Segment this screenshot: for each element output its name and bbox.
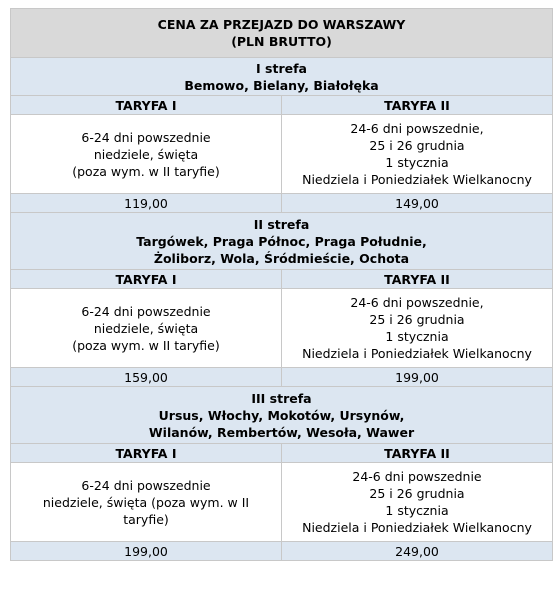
tariff1-price: 199,00 bbox=[11, 542, 282, 561]
tariff1-desc-line: (poza wym. w II taryfie) bbox=[72, 163, 220, 179]
zone-header-1 bbox=[11, 58, 553, 96]
tariff-label-row bbox=[11, 270, 553, 289]
table-title bbox=[11, 9, 553, 58]
tariff2-desc-line: Niedziela i Poniedziałek Wielkanocny bbox=[302, 520, 532, 535]
zone-header-row bbox=[11, 213, 553, 270]
tariff1-desc-line: niedziele, święta bbox=[93, 320, 199, 336]
tariff1-desc-line: taryfie) bbox=[123, 511, 169, 527]
price-table bbox=[10, 8, 553, 561]
tariff-desc-row bbox=[11, 115, 553, 194]
zone-districts: Targówek, Praga Północ, Praga Południe, bbox=[136, 233, 427, 249]
tariff2-desc-line: 24-6 dni powszednie, bbox=[350, 295, 484, 310]
tariff2-desc-line: 1 stycznia bbox=[385, 329, 449, 344]
tariff-desc-row bbox=[11, 289, 553, 368]
zone-districts: Ursus, Włochy, Mokotów, Ursynów, bbox=[158, 407, 405, 423]
zone-name: I strefa bbox=[256, 60, 307, 76]
tariff2-desc-line: Niedziela i Poniedziałek Wielkanocny bbox=[302, 172, 532, 187]
zone-header-row bbox=[11, 387, 553, 444]
tariff2-desc-line: Niedziela i Poniedziałek Wielkanocny bbox=[302, 346, 532, 361]
tariff-desc-row bbox=[11, 463, 553, 542]
table-title-line2: (PLN BRUTTO) bbox=[231, 34, 332, 49]
tariff1-desc-line: 6-24 dni powszednie bbox=[81, 129, 211, 145]
zone-districts: Bemowo, Bielany, Białołęka bbox=[184, 77, 379, 93]
tariff2-desc-line: 24-6 dni powszednie, bbox=[350, 121, 484, 136]
price-row bbox=[11, 194, 553, 213]
tariff2-price: 149,00 bbox=[282, 194, 553, 213]
zone-districts: Wilanów, Rembertów, Wesoła, Wawer bbox=[148, 424, 415, 440]
price-row bbox=[11, 542, 553, 561]
tariff1-desc bbox=[11, 463, 282, 542]
tariff1-desc-line: niedziele, święta bbox=[93, 146, 199, 162]
price-row bbox=[11, 368, 553, 387]
title-row bbox=[11, 9, 553, 58]
tariff2-price: 249,00 bbox=[282, 542, 553, 561]
tariff2-price: 199,00 bbox=[282, 368, 553, 387]
table-title-line1: CENA ZA PRZEJAZD DO WARSZAWY bbox=[157, 17, 406, 32]
tariff2-desc bbox=[282, 463, 553, 542]
tariff2-desc-line: 25 i 26 grudnia bbox=[369, 312, 465, 327]
tariff2-desc bbox=[282, 289, 553, 368]
tariff-label-row bbox=[11, 444, 553, 463]
zone-name: III strefa bbox=[251, 390, 312, 406]
zone-name: II strefa bbox=[253, 216, 310, 232]
tariff1-label: TARYFA I bbox=[11, 270, 282, 289]
tariff1-desc-line: 6-24 dni powszednie bbox=[81, 477, 211, 493]
tariff2-label: TARYFA II bbox=[282, 444, 553, 463]
tariff2-desc-line: 1 stycznia bbox=[385, 155, 449, 170]
tariff1-desc-line: 6-24 dni powszednie bbox=[81, 303, 211, 319]
zone-header-3 bbox=[11, 387, 553, 444]
tariff2-desc bbox=[282, 115, 553, 194]
tariff1-label: TARYFA I bbox=[11, 96, 282, 115]
tariff1-price: 159,00 bbox=[11, 368, 282, 387]
tariff2-desc-line: 25 i 26 grudnia bbox=[369, 486, 465, 501]
tariff1-desc bbox=[11, 289, 282, 368]
tariff2-label: TARYFA II bbox=[282, 270, 553, 289]
zone-districts: Żoliborz, Wola, Śródmieście, Ochota bbox=[153, 250, 410, 266]
tariff1-label: TARYFA I bbox=[11, 444, 282, 463]
tariff1-desc bbox=[11, 115, 282, 194]
tariff2-label: TARYFA II bbox=[282, 96, 553, 115]
tariff-label-row bbox=[11, 96, 553, 115]
zone-header-2 bbox=[11, 213, 553, 270]
tariff2-desc-line: 1 stycznia bbox=[385, 503, 449, 518]
tariff2-desc-line: 25 i 26 grudnia bbox=[369, 138, 465, 153]
tariff1-desc-line: (poza wym. w II taryfie) bbox=[72, 337, 220, 353]
tariff1-desc-line: niedziele, święta (poza wym. w II bbox=[42, 494, 250, 510]
price-table-container bbox=[10, 8, 552, 561]
tariff1-price: 119,00 bbox=[11, 194, 282, 213]
zone-header-row bbox=[11, 58, 553, 96]
tariff2-desc-line: 24-6 dni powszednie bbox=[352, 469, 482, 484]
